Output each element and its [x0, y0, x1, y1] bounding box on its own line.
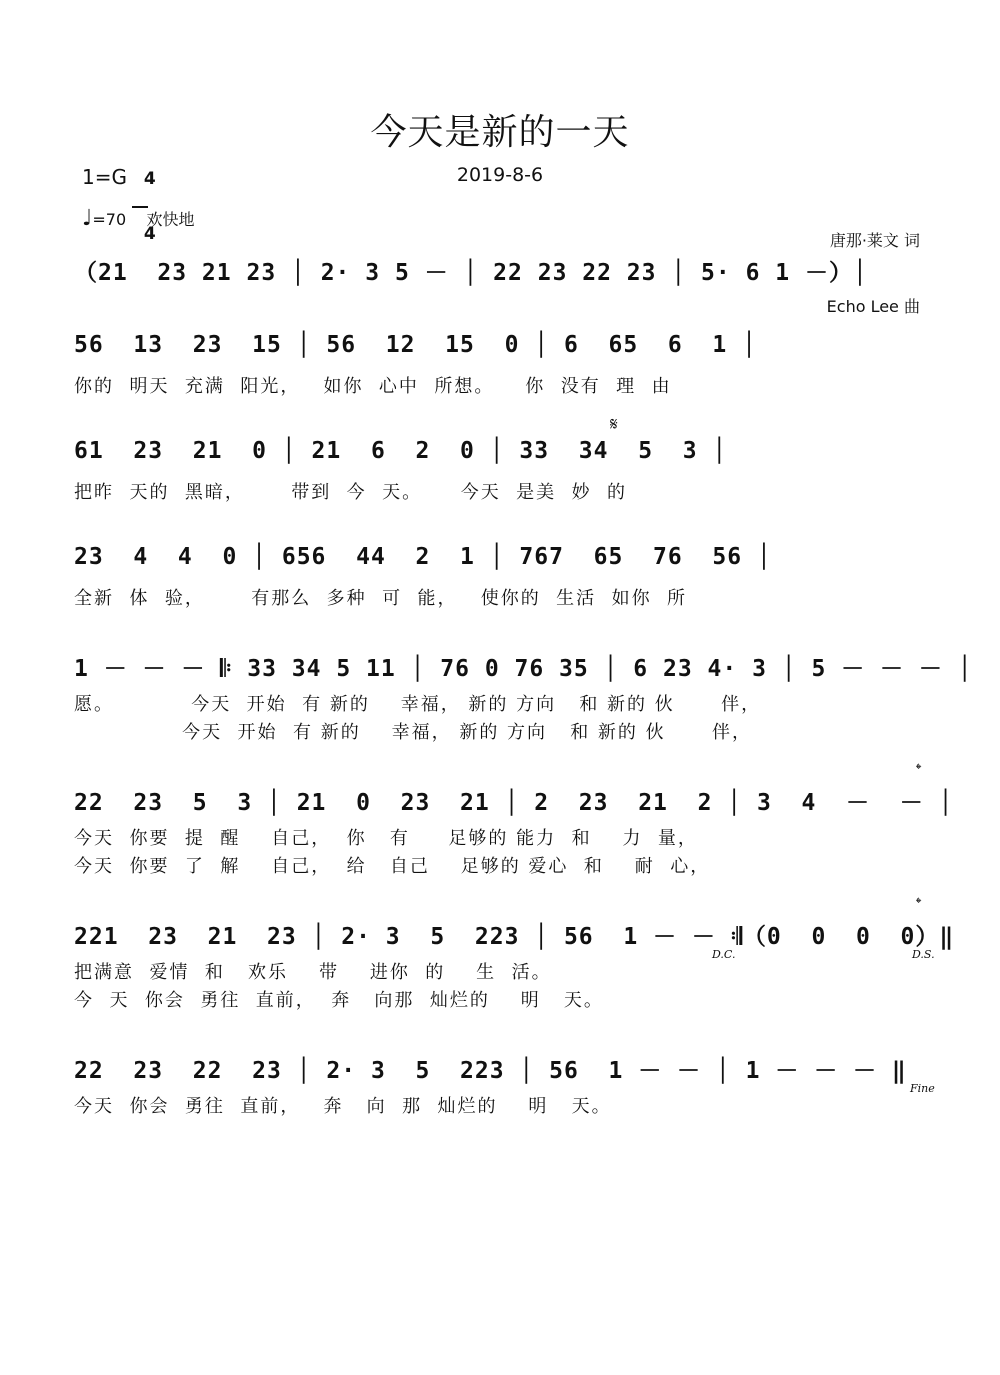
- da-capo-mark: D.C.: [712, 948, 736, 961]
- song-title: 今天是新的一天: [370, 112, 630, 153]
- score-line-2-lyrics: 你的 明天 充满 阳光， 如你 心中 所想。 你 没有 理 由: [74, 376, 672, 397]
- score-line-8-lyrics: 今天 你会 勇往 直前， 奔 向 那 灿烂的 明 天。: [74, 1096, 612, 1117]
- time-signature-top: 4: [143, 169, 156, 189]
- mood-marking: 欢快地: [146, 210, 195, 229]
- score-line-3-lyrics: 把昨 天的 黑暗， 带到 今 天。 今天 是美 妙 的: [74, 482, 628, 503]
- score-line-6-lyrics-verse-1: 今天 你要 提 醒 自己， 你 有 足够的 能力 和 力 量，: [74, 828, 698, 849]
- time-signature-bottom: 4: [143, 224, 156, 244]
- score-line-5-lyrics-verse-1: 愿。 今天 开始 有 新的 幸福， 新的 方向 和 新的 伙 伴，: [74, 694, 762, 715]
- score-line-7-lyrics-verse-2: 今 天 你会 勇往 直前， 奔 向那 灿烂的 明 天。: [74, 990, 604, 1011]
- score-line-6-lyrics-verse-2: 今天 你要 了 解 自己， 给 自己 足够的 爱心 和 耐 心，: [74, 856, 711, 877]
- tempo-marking: [82, 206, 195, 231]
- lyricist: 唐那·莱文 词: [829, 231, 920, 250]
- score-line-7-lyrics-verse-1: 把满意 爱情 和 欢乐 带 进你 的 生 活。: [74, 962, 552, 983]
- score-line-1-notes: （21 23 21 23 │ 2· 3 5 － │ 22 23 22 23 │ 5· 6 1 －）│: [74, 260, 868, 286]
- score-line-5-lyrics-verse-2: 今天 开始 有 新的 幸福， 新的 方向 和 新的 伙 伴，: [74, 722, 752, 743]
- score-line-4-notes: 23 4 4 0 │ 656 44 2 1 │ 767 65 76 56 │: [74, 544, 772, 570]
- score-line-3-notes: 61 23 21 0 │ 21 6 2 0 │ 33 34 5 3 │: [74, 438, 728, 464]
- tempo-value: =70: [92, 210, 127, 229]
- key-signature: 1=G: [82, 165, 127, 189]
- quarter-note-icon: ♩: [82, 206, 93, 231]
- fine-mark: Fine: [910, 1082, 935, 1095]
- score-line-2-notes: 56 13 23 15 │ 56 12 15 0 │ 6 65 6 1 │: [74, 332, 757, 358]
- dal-segno-mark: D.S.: [912, 948, 935, 961]
- segno-icon: 𝄋: [610, 414, 618, 435]
- score-line-7-notes: 221 23 21 23 │ 2· 3 5 223 │ 56 1 － － 𝄇（0 0 0 0）‖: [74, 924, 955, 950]
- composer: Echo Lee 曲: [826, 297, 920, 316]
- score-line-5-notes: 1 － － － 𝄆 33 34 5 11 │ 76 0 76 35 │ 6 23 4· 3 │ 5 － － － │: [74, 656, 973, 682]
- score-line-8-notes: 22 23 22 23 │ 2· 3 5 223 │ 56 1 － － │ 1 － － － ‖: [74, 1058, 907, 1084]
- composition-date: 2019-8-6: [456, 164, 544, 186]
- score-line-6-notes: 22 23 5 3 │ 21 0 23 21 │ 2 23 21 2 │ 3 4 － － │: [74, 790, 954, 816]
- score-line-4-lyrics: 全新 体 验， 有那么 多种 可 能， 使你的 生活 如你 所: [74, 588, 688, 609]
- coda-icon: 𝄌: [916, 894, 922, 912]
- coda-icon: 𝄌: [916, 760, 922, 778]
